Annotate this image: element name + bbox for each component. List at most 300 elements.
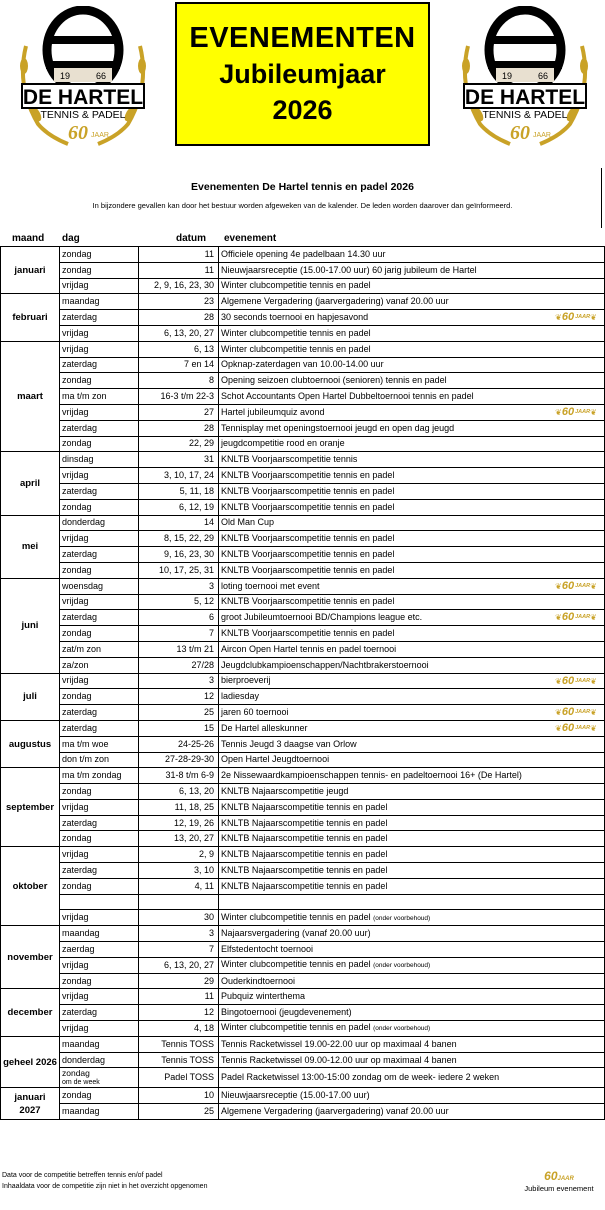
cell-datum: 8 [139, 373, 219, 389]
cell-datum: 27 [139, 404, 219, 420]
cell-datum: 6 [139, 610, 219, 626]
cell-dag: zondag [60, 247, 139, 263]
col-evenement: evenement [224, 233, 277, 244]
event-text: Tennisplay met openingstoernooi jeugd en open dag jeugd [221, 422, 455, 433]
month-label: november [1, 926, 60, 989]
cell-dag: zaterdag [60, 815, 139, 831]
cell-datum: 7 [139, 626, 219, 642]
month-label: maart [1, 341, 60, 452]
cell-datum: 11 [139, 989, 219, 1005]
table-row [1, 705, 605, 721]
table-row [1, 1104, 605, 1120]
cell-datum: 7 en 14 [139, 357, 219, 373]
cell-datum: 25 [139, 705, 219, 721]
event-text: Winter clubcompetitie tennis en padel [221, 911, 371, 922]
event-text: KNLTB Voorjaarscompetitie tennis en padel [221, 470, 395, 481]
table-row [1, 657, 605, 673]
event-text: KNLTB Voorjaarscompetitie tennis en padel [221, 564, 395, 575]
event-text: Pubquiz winterthema [221, 991, 306, 1002]
cell-datum: 27/28 [139, 657, 219, 673]
cell-dag: vrijdag [60, 1021, 139, 1037]
month-label: april [1, 452, 60, 515]
event-text: KNLTB Najaarscompetitie jeugd [221, 785, 349, 796]
cell-dag: maandag [60, 1104, 139, 1120]
table-row [1, 404, 605, 420]
cell-dag: zondag [60, 973, 139, 989]
event-text: Bingotoernooi (jeugdevenement) [221, 1007, 352, 1018]
svg-text:60: 60 [510, 122, 530, 144]
title-line-2: Jubileumjaar [219, 59, 386, 89]
cell-datum: 29 [139, 973, 219, 989]
cell-dag: maandag [60, 926, 139, 942]
event-text: bierproeverij [221, 675, 271, 686]
cell-evenement [219, 436, 605, 452]
table-row [1, 1088, 605, 1104]
cell-dag: zaterdag [60, 720, 139, 736]
cell-evenement [219, 373, 605, 389]
cell-dag: vrijdag [60, 673, 139, 689]
cell-datum: 3, 10, 17, 24 [139, 468, 219, 484]
cell-evenement [219, 1052, 605, 1068]
cell-dag-text: zondag [62, 1067, 90, 1078]
cell-datum: 12, 19, 26 [139, 815, 219, 831]
event-text: Open Hartel Jeugdtoernooi [221, 754, 330, 765]
event-text: KNLTB Najaarscompetitie tennis en padel [221, 801, 388, 812]
doc-subtitle: In bijzondere gevallen kan door het bestuur worden afgeweken van de kalender. De leden worden daarover dan geïnformeerd. [92, 201, 513, 210]
cell-dag: maandag [60, 1036, 139, 1052]
event-text: Padel Racketwissel 13:00-15:00 zondag om de week- iedere 2 weken [221, 1072, 500, 1083]
svg-text:66: 66 [538, 71, 549, 81]
svg-text:DE HARTEL: DE HARTEL [22, 86, 144, 109]
svg-text:JAAR: JAAR [533, 132, 551, 139]
cell-datum: 7 [139, 942, 219, 958]
cell-dag: zaterdag [60, 610, 139, 626]
month-label: juli [1, 673, 60, 720]
cell-dag: zaterdag [60, 310, 139, 326]
event-text: Opening seizoen clubtoernooi (senioren) tennis en padel [221, 375, 447, 386]
event-text: Algemene Vergadering (jaarvergadering) vanaf 20.00 uur [221, 296, 449, 307]
cell-dag [60, 894, 139, 910]
cell-evenement [219, 799, 605, 815]
cell-evenement [219, 957, 605, 973]
cell-datum: 2, 9, 16, 23, 30 [139, 278, 219, 294]
table-row [1, 483, 605, 499]
cell-dag: vrijdag [60, 989, 139, 1005]
cell-dag: vrijdag [60, 404, 139, 420]
table-row [1, 515, 605, 531]
table-row [1, 1036, 605, 1052]
event-text: Nieuwjaarsreceptie (15.00-17.00 uur) 60 jarig jubileum de Hartel [221, 264, 477, 275]
svg-text:60: 60 [68, 122, 88, 144]
cell-dag: donderdag [60, 1052, 139, 1068]
cell-dag: zaterdag [60, 547, 139, 563]
event-text: Tennis Jeugd 3 daagse van Orlow [221, 738, 357, 749]
month-label: januari [1, 247, 60, 294]
cell-evenement [219, 325, 605, 341]
event-text: Ouderkindtoernooi [221, 975, 296, 986]
svg-text:DE HARTEL: DE HARTEL [464, 86, 586, 109]
cell-evenement [219, 942, 605, 958]
svg-text:TENNIS & PADEL: TENNIS & PADEL [40, 109, 126, 121]
event-text: KNLTB Voorjaarscompetitie tennis [221, 454, 358, 465]
cell-evenement [219, 310, 605, 326]
table-row [1, 468, 605, 484]
cell-datum: 6, 13, 20, 27 [139, 957, 219, 973]
column-headers [0, 232, 605, 246]
event-note: (onder voorbehoud) [373, 962, 431, 970]
table-row [1, 720, 605, 736]
table-row [1, 863, 605, 879]
cell-datum: 6, 13 [139, 341, 219, 357]
table-row [1, 1052, 605, 1068]
cell-dag: zondag [60, 262, 139, 278]
cell-datum: 24-25-26 [139, 736, 219, 752]
jubilee-badge-icon: ❦ 60 JAAR ❦ [555, 311, 597, 324]
cell-evenement [219, 657, 605, 673]
cell-dag: zondag [60, 784, 139, 800]
cell-dag: zaterdag [60, 863, 139, 879]
cell-evenement [219, 973, 605, 989]
cell-evenement [219, 499, 605, 515]
table-row [1, 910, 605, 926]
title-box [175, 2, 430, 146]
cell-dag: vrijdag [60, 341, 139, 357]
cell-datum: 2, 9 [139, 847, 219, 863]
month-label: juni [1, 578, 60, 673]
cell-datum: 31-8 t/m 6-9 [139, 768, 219, 784]
cell-datum: 3, 10 [139, 863, 219, 879]
event-text: Jeugdclubkampioenschappen/Nachtbrakerstoernooi [221, 659, 429, 670]
event-text: Winter clubcompetitie tennis en padel [221, 959, 371, 970]
event-text: KNLTB Voorjaarscompetitie tennis en padel [221, 628, 395, 639]
table-row [1, 278, 605, 294]
event-text: Old Man Cup [221, 517, 275, 528]
cell-dag: vrijdag [60, 910, 139, 926]
table-row [1, 1021, 605, 1037]
event-text: Najaarsvergadering (vanaf 20.00 uur) [221, 928, 371, 939]
event-text: Tennis Racketwissel 09.00-12.00 uur op maximaal 4 banen [221, 1054, 457, 1065]
cell-dag: zondag [60, 499, 139, 515]
cell-dag: za/zon [60, 657, 139, 673]
table-row [1, 562, 605, 578]
table-row [1, 894, 605, 910]
cell-datum: 16-3 t/m 22-3 [139, 389, 219, 405]
cell-dag: zondag [60, 626, 139, 642]
title-line-1: EVENEMENTEN [189, 22, 416, 54]
event-text: 30 seconds toernooi en hapjesavond [221, 312, 369, 323]
cell-evenement [219, 720, 605, 736]
cell-evenement [219, 420, 605, 436]
month-label: februari [1, 294, 60, 341]
event-text: Hartel jubileumquiz avond [221, 406, 325, 417]
col-maand: maand [12, 233, 45, 244]
cell-datum: 5, 12 [139, 594, 219, 610]
cell-evenement [219, 483, 605, 499]
event-note: (onder voorbehoud) [373, 1025, 431, 1033]
svg-text:19: 19 [502, 71, 513, 81]
cell-datum: 5, 11, 18 [139, 483, 219, 499]
cell-datum: 23 [139, 294, 219, 310]
cell-datum: 15 [139, 720, 219, 736]
cell-datum: 25 [139, 1104, 219, 1120]
event-text: Winter clubcompetitie tennis en padel [221, 1022, 371, 1033]
cell-evenement [219, 262, 605, 278]
table-row [1, 310, 605, 326]
cell-datum: 6, 13, 20, 27 [139, 325, 219, 341]
events-table [0, 246, 605, 1120]
cell-evenement [219, 247, 605, 263]
table-row [1, 357, 605, 373]
event-text: 2e Nissewaardkampioenschappen tennis- en padeltoernooi 16+ (De Hartel) [221, 770, 522, 781]
event-text: Winter clubcompetitie tennis en padel [221, 343, 371, 354]
footer-line-1: Data voor de competitie betreffen tennis en/of padel [2, 1172, 163, 1179]
cell-evenement [219, 1021, 605, 1037]
month-label: mei [1, 515, 60, 578]
cell-dag: vrijdag [60, 957, 139, 973]
cell-evenement [219, 1068, 605, 1088]
cell-datum: 13, 20, 27 [139, 831, 219, 847]
cell-datum: 10, 17, 25, 31 [139, 562, 219, 578]
cell-evenement [219, 562, 605, 578]
table-row [1, 784, 605, 800]
cell-evenement [219, 547, 605, 563]
cell-evenement [219, 831, 605, 847]
cell-dag: zondag [60, 436, 139, 452]
cell-dag: ma t/m zondag [60, 768, 139, 784]
title-line-3: 2026 [272, 95, 333, 125]
event-text: Elfstedentocht toernooi [221, 943, 314, 954]
event-text: loting toernooi met event [221, 580, 320, 591]
event-text: groot Jubileumtoernooi BD/Champions league etc. [221, 612, 423, 623]
jubilee-badge-icon: ❦ 60 JAAR ❦ [555, 579, 597, 592]
cell-dag: zondag [60, 562, 139, 578]
table-row [1, 594, 605, 610]
month-label: augustus [1, 720, 60, 767]
cell-evenement [219, 1036, 605, 1052]
event-text: KNLTB Najaarscompetitie tennis en padel [221, 880, 388, 891]
table-row [1, 847, 605, 863]
legend [515, 1168, 603, 1193]
event-text: KNLTB Voorjaarscompetitie tennis en padel [221, 501, 395, 512]
cell-evenement [219, 1088, 605, 1104]
jubilee-badge-icon: 60JAAR [544, 1169, 574, 1183]
event-text: KNLTB Najaarscompetitie tennis en padel [221, 833, 388, 844]
doc-border [601, 168, 602, 228]
table-row [1, 262, 605, 278]
cell-dag [60, 1068, 139, 1088]
svg-text:TENNIS & PADEL: TENNIS & PADEL [482, 109, 568, 121]
cell-datum: 12 [139, 689, 219, 705]
cell-dag: zaerdag [60, 942, 139, 958]
cell-datum: 11, 18, 25 [139, 799, 219, 815]
header [0, 0, 605, 175]
cell-evenement [219, 452, 605, 468]
cell-evenement [219, 357, 605, 373]
cell-datum: 4, 11 [139, 878, 219, 894]
event-note: (onder voorbehoud) [373, 914, 431, 922]
cell-dag: vrijdag [60, 468, 139, 484]
table-row [1, 578, 605, 594]
table-row [1, 689, 605, 705]
cell-evenement [219, 673, 605, 689]
month-label: december [1, 989, 60, 1036]
event-text: Nieuwjaarsreceptie (15.00-17.00 uur) [221, 1090, 370, 1101]
cell-datum [139, 894, 219, 910]
cell-evenement [219, 531, 605, 547]
cell-evenement [219, 515, 605, 531]
table-row [1, 341, 605, 357]
cell-dag: vrijdag [60, 594, 139, 610]
cell-datum: 27-28-29-30 [139, 752, 219, 768]
cell-datum: 3 [139, 673, 219, 689]
cell-evenement [219, 894, 605, 910]
table-row [1, 926, 605, 942]
jubilee-badge-icon: ❦ 60 JAAR ❦ [555, 611, 597, 624]
cell-evenement [219, 878, 605, 894]
event-text: KNLTB Najaarscompetitie tennis en padel [221, 864, 388, 875]
event-text: Tennis Racketwissel 19.00-22.00 uur op maximaal 4 banen [221, 1038, 457, 1049]
event-text: Aircon Open Hartel tennis en padel toernooi [221, 643, 397, 654]
cell-evenement [219, 910, 605, 926]
jubilee-badge-icon: ❦ 60 JAAR ❦ [555, 706, 597, 719]
cell-dag: vrijdag [60, 531, 139, 547]
table-row [1, 641, 605, 657]
cell-evenement [219, 641, 605, 657]
cell-datum: 31 [139, 452, 219, 468]
cell-datum: 28 [139, 420, 219, 436]
cell-evenement [219, 705, 605, 721]
col-datum: datum [176, 233, 206, 244]
event-text: KNLTB Najaarscompetitie tennis en padel [221, 849, 388, 860]
table-row [1, 799, 605, 815]
cell-datum: 3 [139, 578, 219, 594]
month-label: januari 2027 [1, 1088, 60, 1120]
cell-evenement [219, 847, 605, 863]
cell-datum: 6, 13, 20 [139, 784, 219, 800]
cell-evenement [219, 689, 605, 705]
cell-datum: Tennis TOSS [139, 1052, 219, 1068]
cell-dag: zaterdag [60, 357, 139, 373]
cell-evenement [219, 926, 605, 942]
cell-dag: zat/m zon [60, 641, 139, 657]
cell-dag: zondag [60, 1088, 139, 1104]
jubilee-badge-icon: ❦ 60 JAAR ❦ [555, 721, 597, 734]
svg-text:66: 66 [96, 71, 107, 81]
event-text: De Hartel alleskunner [221, 722, 308, 733]
cell-datum: 11 [139, 262, 219, 278]
cell-dag: zaterdag [60, 1005, 139, 1021]
col-dag: dag [62, 233, 80, 244]
table-row [1, 247, 605, 263]
cell-evenement [219, 784, 605, 800]
event-text: jeugdcompetitie rood en oranje [221, 438, 345, 449]
legend-label: Jubileum evenement [524, 1184, 594, 1193]
svg-text:19: 19 [60, 71, 71, 81]
cell-dag: vrijdag [60, 799, 139, 815]
table-row [1, 499, 605, 515]
table-row [1, 547, 605, 563]
cell-dag: dinsdag [60, 452, 139, 468]
table-row [1, 373, 605, 389]
cell-evenement [219, 989, 605, 1005]
table-row [1, 957, 605, 973]
cell-evenement [219, 594, 605, 610]
events-table-body [1, 247, 605, 1120]
cell-datum: 3 [139, 926, 219, 942]
cell-dag: zondag [60, 878, 139, 894]
table-row [1, 610, 605, 626]
cell-evenement [219, 468, 605, 484]
cell-datum: 4, 18 [139, 1021, 219, 1037]
table-row [1, 389, 605, 405]
cell-evenement [219, 1104, 605, 1120]
cell-evenement [219, 610, 605, 626]
cell-dag: woensdag [60, 578, 139, 594]
event-text: jaren 60 toernooi [221, 707, 289, 717]
event-text: ladiesday [221, 691, 260, 702]
cell-datum: 14 [139, 515, 219, 531]
cell-datum: 12 [139, 1005, 219, 1021]
cell-dag: zondag [60, 689, 139, 705]
table-row [1, 626, 605, 642]
month-label: geheel 2026 [1, 1036, 60, 1088]
event-text: Schot Accountants Open Hartel Dubbeltoernooi tennis en padel [221, 391, 474, 402]
table-row [1, 973, 605, 989]
svg-text:JAAR: JAAR [91, 132, 109, 139]
cell-dag: zaterdag [60, 705, 139, 721]
cell-dag: don t/m zon [60, 752, 139, 768]
cell-dag: vrijdag [60, 325, 139, 341]
event-text: KNLTB Najaarscompetitie tennis en padel [221, 817, 388, 828]
table-row [1, 294, 605, 310]
cell-dag: ma t/m zon [60, 389, 139, 405]
table-row [1, 436, 605, 452]
club-logo [450, 6, 600, 156]
table-row [1, 831, 605, 847]
cell-evenement [219, 389, 605, 405]
table-row [1, 673, 605, 689]
cell-evenement [219, 341, 605, 357]
event-text: Winter clubcompetitie tennis en padel [221, 327, 371, 338]
table-row [1, 420, 605, 436]
cell-dag: zondag [60, 831, 139, 847]
cell-datum: 22, 29 [139, 436, 219, 452]
cell-dag: maandag [60, 294, 139, 310]
cell-evenement [219, 752, 605, 768]
cell-evenement [219, 1005, 605, 1021]
event-text: KNLTB Voorjaarscompetitie tennis en padel [221, 596, 395, 607]
table-row [1, 531, 605, 547]
cell-evenement [219, 278, 605, 294]
table-row [1, 768, 605, 784]
cell-datum: 9, 16, 23, 30 [139, 547, 219, 563]
cell-evenement [219, 863, 605, 879]
cell-dag: vrijdag [60, 847, 139, 863]
cell-evenement [219, 626, 605, 642]
cell-evenement [219, 768, 605, 784]
table-row [1, 815, 605, 831]
cell-dag: zaterdag [60, 483, 139, 499]
event-text: Winter clubcompetitie tennis en padel [221, 280, 371, 291]
club-logo [8, 6, 158, 156]
footer-notes [2, 1170, 207, 1192]
table-row [1, 878, 605, 894]
cell-evenement [219, 815, 605, 831]
cell-datum: 13 t/m 21 [139, 641, 219, 657]
month-label: oktober [1, 847, 60, 926]
table-row [1, 942, 605, 958]
cell-evenement [219, 404, 605, 420]
